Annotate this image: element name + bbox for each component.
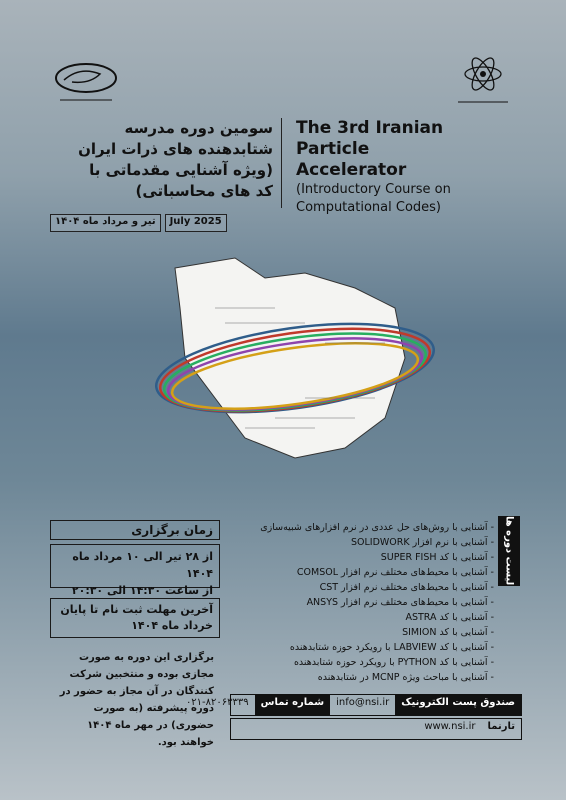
course-list <box>234 520 494 685</box>
schedule-title: زمان برگزاری <box>131 523 213 537</box>
list-item: - آشنایی با کد SIMION <box>402 627 494 638</box>
email-link[interactable]: info@nsi.ir <box>336 697 390 708</box>
course-note <box>50 646 220 748</box>
physics-society-logo <box>50 58 122 108</box>
course-list-tab: لیست دوره ها <box>498 516 520 586</box>
title-en-line1: The 3rd Iranian Particle <box>296 118 444 159</box>
list-item: - آشنایی با محیط‌های مختلف نرم افزار COMSOL <box>296 567 494 578</box>
note-text: برگزاری این دوره به صورت مجازی بوده و منتخبین شرکت کنندگان در آن مجاز به حضور در دوره پیشرفته (به صورت حضوری) در مهر ماه ۱۴۰۴ خواهند بود. <box>59 652 214 748</box>
schedule-details <box>50 544 220 597</box>
list-item: - آشنایی با روش‌های حل عددی در نرم افزارهای شبیه‌سازی <box>260 522 494 533</box>
deadline-line1: آخرین مهلت ثبت نام تا پایان <box>60 603 213 616</box>
title-fa-line3: (ویژه آشنایی مقدماتی با <box>89 161 273 179</box>
list-item: - آشنایی با کد SUPER FISH <box>380 552 494 563</box>
schedule-heading <box>50 520 220 540</box>
title-fa-line1: سومین دوره مدرسه <box>124 119 273 137</box>
title-persian <box>50 118 282 208</box>
contact-bar <box>185 694 522 716</box>
website-bar <box>230 718 522 740</box>
date-english: July 2025 <box>165 214 227 232</box>
phone-label: شماره تماس <box>255 695 330 715</box>
list-item: - آشنایی با مباحث ویژه MCNP در شتابدهنده <box>317 672 494 683</box>
title-en-line3: (Introductory Course on <box>296 182 451 197</box>
email-label: صندوق پست الکترونیک <box>395 695 521 715</box>
list-item: - آشنایی با محیط‌های مختلف نرم افزار ANSYS <box>306 597 494 608</box>
website-link[interactable]: www.nsi.ir <box>424 721 476 732</box>
title-english <box>290 118 520 215</box>
title-en-line2: Accelerator <box>296 160 407 180</box>
iran-map-with-rings-illustration <box>155 248 455 498</box>
website-label: تارنما <box>487 721 515 732</box>
list-item: - آشنایی با محیط‌های مختلف نرم افزار CST <box>319 582 494 593</box>
date-row <box>50 214 227 232</box>
deadline-line2: خرداد ماه ۱۴۰۴ <box>131 619 213 632</box>
schedule-dates: از ۲۸ تیر الی ۱۰ مرداد ماه ۱۴۰۴ <box>72 550 213 580</box>
list-item: - آشنایی با کد LABVIEW با رویکرد حوزه شتابدهنده <box>289 642 494 653</box>
title-fa-line2: شتابدهنده های ذرات ایران <box>78 140 273 158</box>
course-list-panel <box>230 516 520 686</box>
title-fa-line4: کد های محاسباتی) <box>135 182 273 200</box>
registration-deadline <box>50 598 220 638</box>
schedule-hours: از ساعت ۱۴:۳۰ الی ۲۰:۳۰ <box>71 584 213 597</box>
phone-number: ۰۲۱-۸۲۰۶۳۳۳۹ <box>185 697 249 708</box>
list-item: - آشنایی با نرم افزار SOLIDWORK <box>350 537 494 548</box>
date-persian: تیر و مرداد ماه ۱۴۰۴ <box>50 214 161 232</box>
nuclear-institute-logo <box>448 48 518 110</box>
title-en-line4: Computational Codes) <box>296 200 441 215</box>
list-item: - آشنایی با کد PYTHON با رویکرد حوزه شتابدهنده <box>293 657 494 668</box>
list-item: - آشنایی با کد ASTRA <box>405 612 494 623</box>
